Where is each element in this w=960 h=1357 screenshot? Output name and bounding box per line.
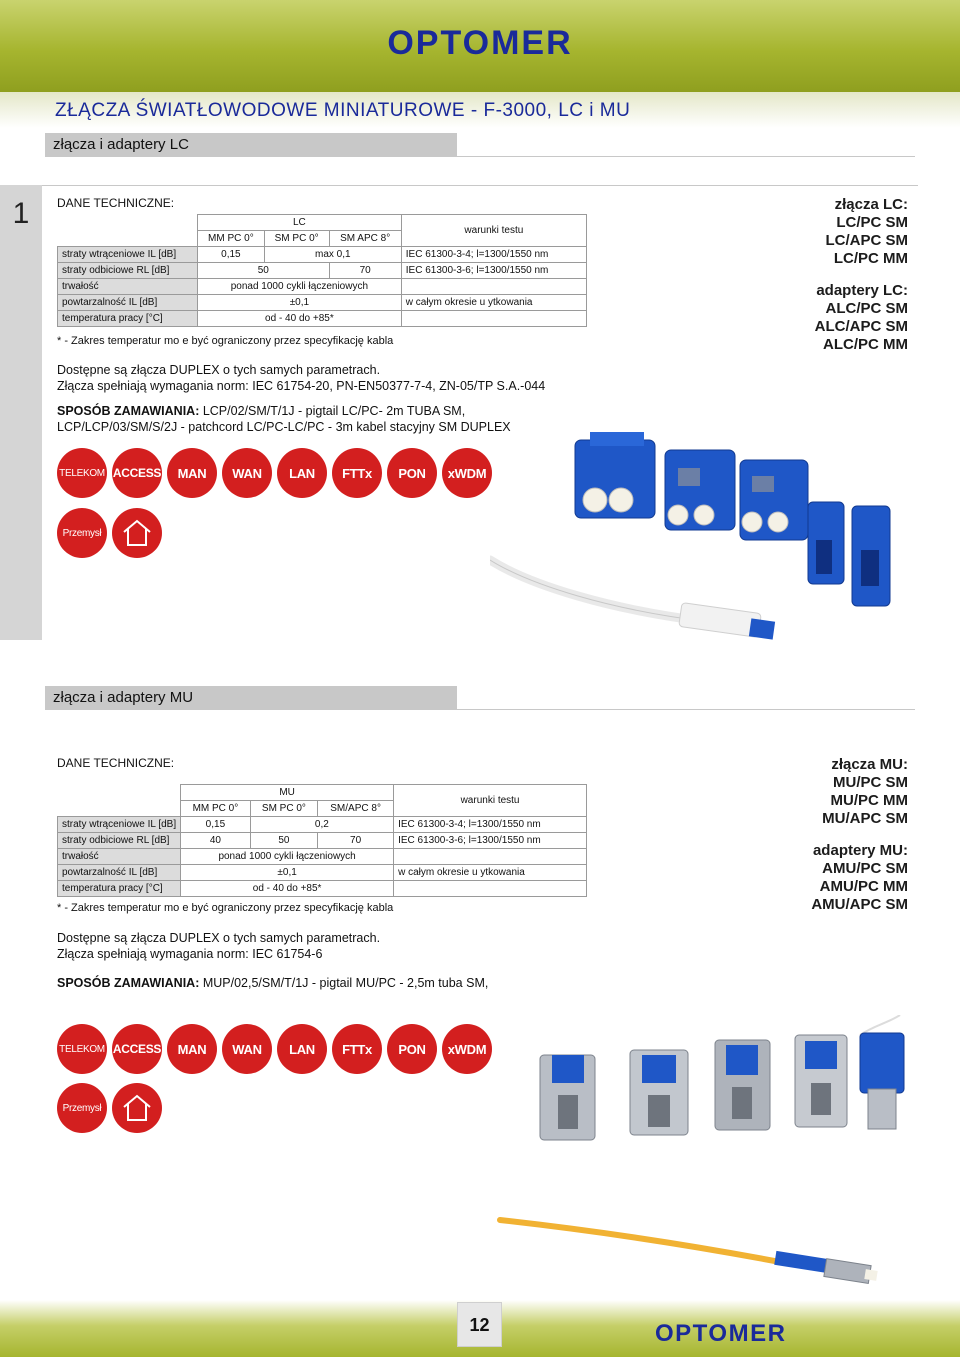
badge-man: MAN — [167, 448, 217, 498]
mu-pigtail-photo — [490, 1200, 920, 1290]
mu-cell: ±0,1 — [181, 865, 394, 881]
lc-side-list — [815, 196, 908, 354]
badge-access: ACCESS — [112, 448, 162, 498]
mu-dane-heading: DANE TECHNICZNE: — [57, 756, 175, 770]
lc-cell: ponad 1000 cykli łączeniowych — [198, 279, 402, 295]
lc-dane-heading: DANE TECHNICZNE: — [57, 196, 175, 210]
mu-cell: 0,2 — [250, 817, 393, 833]
mu-order-line-1 — [57, 975, 488, 991]
lc-side-item: LC/PC MM — [833, 250, 908, 267]
lc-row-label: temperatura pracy [°C] — [58, 311, 198, 327]
home-icon — [112, 1083, 162, 1133]
mu-cond-cell: w całym okresie u ytkowania — [394, 865, 587, 881]
mu-row-label: trwałość — [58, 849, 181, 865]
mu-cell: 40 — [181, 833, 251, 849]
lc-duplex-text: Dostępne są złącza DUPLEX o tych samych parametrach. — [57, 363, 381, 377]
mu-cell: od - 40 do +85* — [181, 881, 394, 897]
lc-row-label: straty wtrąceniowe IL [dB] — [58, 247, 198, 263]
mu-col-header: SM PC 0° — [250, 801, 317, 817]
mu-row-label: straty wtrąceniowe IL [dB] — [58, 817, 181, 833]
badge-fttx: FTTx — [332, 1024, 382, 1074]
lc-cond-cell — [401, 279, 586, 295]
lc-group-header: LC — [198, 215, 402, 231]
mu-cell: 0,15 — [181, 817, 251, 833]
lc-connectors-photo — [490, 410, 920, 660]
mu-spec-table — [57, 784, 587, 897]
mu-industry-badges — [57, 1083, 162, 1133]
section-divider — [457, 156, 915, 157]
lc-order-text-1: LCP/02/SM/T/1J - pigtail LC/PC- 2m TUBA SM, — [199, 404, 466, 418]
mu-order-label: SPOSÓB ZAMAWIANIA: — [57, 976, 200, 990]
mu-cond-header: warunki testu — [394, 785, 587, 817]
mu-row-label: temperatura pracy [°C] — [58, 881, 181, 897]
badge-pon: PON — [387, 448, 437, 498]
badge-telekom: TELEKOM — [57, 1024, 107, 1074]
lc-cond-cell: IEC 61300-3-4; l=1300/1550 nm — [401, 247, 586, 263]
lc-cell: 70 — [329, 263, 401, 279]
mu-side-item: MU/PC SM — [833, 774, 908, 791]
mu-side-item: AMU/PC SM — [822, 860, 908, 877]
mu-side-heading-connectors: złącza MU: — [831, 756, 908, 773]
mu-cond-cell: IEC 61300-3-6; l=1300/1550 nm — [394, 833, 587, 849]
lc-norms-text: Złącza spełniają wymagania norm: IEC 61754-20, PN-EN50377-7-4, ZN-05/TP S.A.-044 — [57, 379, 546, 393]
badge-man: MAN — [167, 1024, 217, 1074]
lc-order-text-2: LCP/LCP/03/SM/S/2J - patchcord LC/PC-LC/PC - 3m kabel stacyjny SM DUPLEX — [57, 420, 511, 434]
lc-cell: 50 — [198, 263, 330, 279]
lc-side-heading-adapters: adaptery LC: — [816, 282, 908, 299]
lc-cond-cell — [401, 311, 586, 327]
brand-logo: OPTOMER — [387, 24, 573, 62]
lc-side-item: LC/PC SM — [836, 214, 908, 231]
badge-pon: PON — [387, 1024, 437, 1074]
badge-access: ACCESS — [112, 1024, 162, 1074]
lc-cell: 0,15 — [198, 247, 265, 263]
lc-col-header: SM PC 0° — [264, 231, 329, 247]
badge-przemysl: Przemysł — [57, 508, 107, 558]
badge-lan: LAN — [277, 448, 327, 498]
lc-side-item: ALC/APC SM — [814, 318, 908, 335]
section-number: 1 — [0, 185, 42, 640]
lc-side-item: ALC/PC SM — [825, 300, 908, 317]
page-number: 12 — [457, 1302, 502, 1347]
lc-spec-table — [57, 214, 587, 327]
mu-application-badges — [57, 1024, 492, 1074]
lc-industry-badges — [57, 508, 162, 558]
mu-side-item: AMU/PC MM — [819, 878, 908, 895]
lc-side-item: LC/APC SM — [825, 232, 908, 249]
section-divider — [457, 709, 915, 710]
footer-brand-logo: OPTOMER — [655, 1320, 787, 1347]
mu-cond-cell: IEC 61300-3-4; l=1300/1550 nm — [394, 817, 587, 833]
mu-side-item: MU/PC MM — [830, 792, 908, 809]
section-title-lc: złącza i adaptery LC — [45, 133, 457, 157]
badge-przemysl: Przemysł — [57, 1083, 107, 1133]
lc-footnote: * - Zakres temperatur mo e być ograniczony przez specyfikację kabla — [57, 335, 394, 347]
mu-row-label: straty odbiciowe RL [dB] — [58, 833, 181, 849]
mu-row-label: powtarzalność IL [dB] — [58, 865, 181, 881]
mu-col-header: MM PC 0° — [181, 801, 251, 817]
mu-group-header: MU — [181, 785, 394, 801]
mu-side-item: AMU/APC SM — [811, 896, 908, 913]
page-title: ZŁĄCZA ŚWIATŁOWODOWE MINIATUROWE - F-3000, LC i MU — [55, 100, 631, 121]
mu-cond-cell — [394, 881, 587, 897]
mu-cell: 70 — [318, 833, 394, 849]
lc-cell: ±0,1 — [198, 295, 402, 311]
lc-row-label: trwałość — [58, 279, 198, 295]
lc-cond-cell: w całym okresie u ytkowania — [401, 295, 586, 311]
mu-order-text-1: MUP/02,5/SM/T/1J - pigtail MU/PC - 2,5m tuba SM, — [199, 976, 489, 990]
lc-cell: od - 40 do +85* — [198, 311, 402, 327]
mu-footnote: * - Zakres temperatur mo e być ograniczony przez specyfikację kabla — [57, 902, 394, 914]
badge-lan: LAN — [277, 1024, 327, 1074]
mu-adapters-photo — [520, 1015, 920, 1155]
badge-xwdm: xWDM — [442, 448, 492, 498]
mu-cell: 50 — [250, 833, 317, 849]
lc-cond-cell: IEC 61300-3-6; l=1300/1550 nm — [401, 263, 586, 279]
mu-duplex-text: Dostępne są złącza DUPLEX o tych samych parametrach. — [57, 931, 381, 945]
lc-row-label: powtarzalność IL [dB] — [58, 295, 198, 311]
mu-side-list — [811, 756, 908, 914]
lc-order-label: SPOSÓB ZAMAWIANIA: — [57, 404, 200, 418]
section-title-mu: złącza i adaptery MU — [45, 686, 457, 710]
badge-xwdm: xWDM — [442, 1024, 492, 1074]
mu-col-header: SM/APC 8° — [318, 801, 394, 817]
badge-telekom: TELEKOM — [57, 448, 107, 498]
mu-side-heading-adapters: adaptery MU: — [812, 842, 908, 859]
lc-row-label: straty odbiciowe RL [dB] — [58, 263, 198, 279]
badge-wan: WAN — [222, 448, 272, 498]
lc-side-heading-connectors: złącza LC: — [834, 196, 908, 213]
mu-norms-text: Złącza spełniają wymagania norm: IEC 61754-6 — [57, 947, 323, 961]
mu-cond-cell — [394, 849, 587, 865]
home-icon — [112, 508, 162, 558]
lc-side-item: ALC/PC MM — [823, 336, 908, 353]
lc-order-line-1 — [57, 403, 465, 419]
mu-cell: ponad 1000 cykli łączeniowych — [181, 849, 394, 865]
lc-cell: max 0,1 — [264, 247, 401, 263]
badge-wan: WAN — [222, 1024, 272, 1074]
lc-application-badges — [57, 448, 492, 498]
badge-fttx: FTTx — [332, 448, 382, 498]
mu-side-item: MU/APC SM — [822, 810, 908, 827]
lc-cond-header: warunki testu — [401, 215, 586, 247]
lc-col-header: MM PC 0° — [198, 231, 265, 247]
lc-col-header: SM APC 8° — [329, 231, 401, 247]
